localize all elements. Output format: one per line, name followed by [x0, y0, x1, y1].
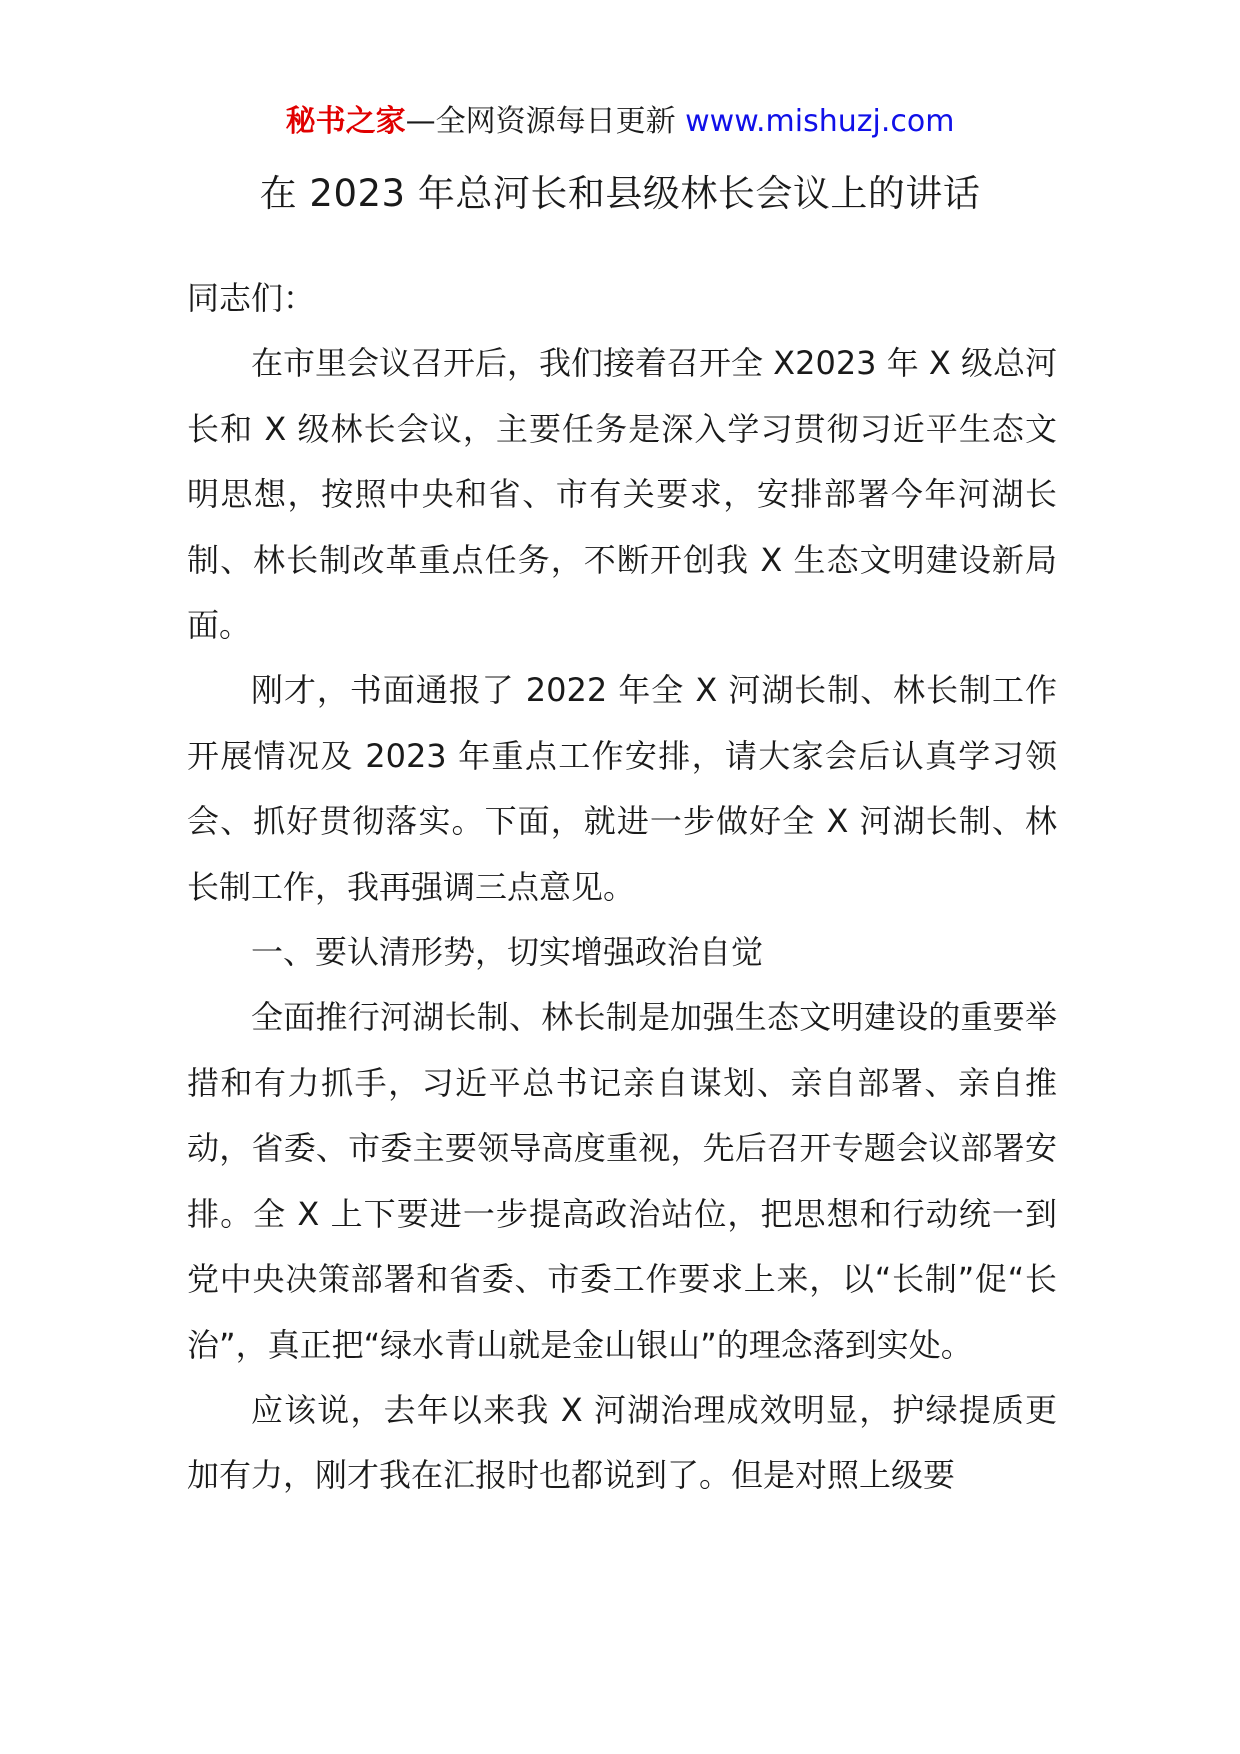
salutation: 同志们：	[187, 279, 316, 317]
header-slogan: —全网资源每日更新	[405, 104, 686, 139]
brand-name: 秘书之家	[285, 104, 406, 139]
document-body	[187, 266, 1057, 1509]
site-url-link[interactable]: www.mishuzj.com	[685, 104, 955, 139]
paragraph: 在市里会议召开后，我们接着召开全 X2023 年 X 级总河长和 X 级林长会议，主要任务是深入学习贯彻习近平生态文明思想，按照中央和省、市有关要求，安排部署今年河湖长制、林长制改革重点任务，不断开创我 X 生态文明建设新局面。	[187, 344, 1057, 645]
paragraph: 全面推行河湖长制、林长制是加强生态文明建设的重要举措和有力抓手，习近平总书记亲自谋划、亲自部署、亲自推动，省委、市委主要领导高度重视，先后召开专题会议部署安排。全 X 上下要进一步提高政治站位，把思想和行动统一到党中央决策部署和省委、市委工作要求上来，以“长制”促“长治”，真正把“绿水青山就是金山银山”的理念落到实处。	[187, 998, 1057, 1364]
site-header	[0, 100, 1240, 144]
paragraph: 刚才，书面通报了 2022 年全 X 河湖长制、林长制工作开展情况及 2023 年重点工作安排，请大家会后认真学习领会、抓好贯彻落实。下面，就进一步做好全 X 河湖长制、林长制工作，我再强调三点意见。	[187, 671, 1057, 906]
document-title: 在 2023 年总河长和县级林长会议上的讲话	[259, 172, 981, 215]
paragraph: 应该说，去年以来我 X 河湖治理成效明显，护绿提质更加有力，刚才我在汇报时也都说到了。但是对照上级要	[187, 1390, 1057, 1495]
section-heading: 一、要认清形势，切实增强政治自觉	[251, 933, 764, 972]
